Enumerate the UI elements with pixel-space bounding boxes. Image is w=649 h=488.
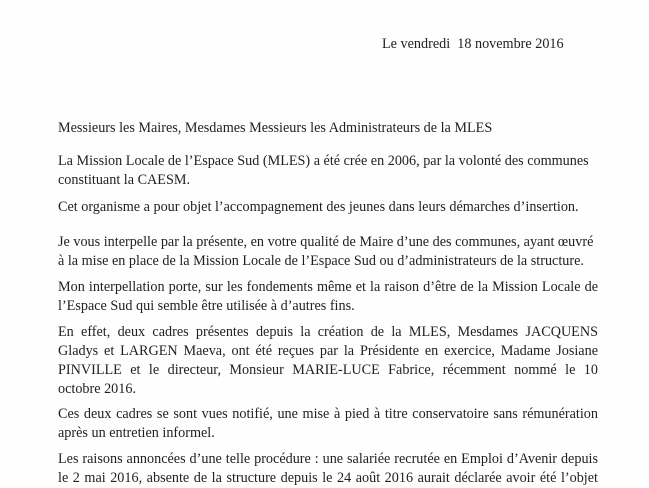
paragraph-suspension: Ces deux cadres se sont vues notifié, une mise à pied à titre conservatoire sans rémunération après un entretien informel. [58, 406, 598, 441]
paragraph-reasons: Les raisons annoncées d’une telle procédure : une salariée recrutée en Emploi d’Avenir depuis le 2 mai 2016, absente de la structure depuis le 24 août 2016 aurait déclarée avoir été l’objet [58, 451, 598, 486]
paragraph-facts: En effet, deux cadres présentes depuis la création de la MLES, Mesdames JACQUENS Gladys et LARGEN Maeva, ont été reçues par la Présidente en exercice, Madame Josiane PINVILLE et le directeur, Monsieur MARIE-LUCE Fabrice, récemment nommé le 10 octobre 2016. [58, 324, 598, 397]
letter-date: Le vendredi 18 novembre 2016 [382, 36, 564, 52]
paragraph-interpellation: Je vous interpelle par la présente, en votre qualité de Maire d’une des communes, ayant œuvré à la mise en place de la Mission Locale de l’Espace Sud ou d’administrateurs de la structure. [58, 234, 594, 269]
paragraph-foundations: Mon interpellation porte, sur les fondements même et la raison d’être de la Mission Locale de l’Espace Sud qui semble être utilisée à d’autres fins. [58, 279, 598, 314]
paragraph-founding: La Mission Locale de l’Espace Sud (MLES) a été crée en 2006, par la volonté des communes constituant la CAESM. [58, 153, 589, 188]
salutation: Messieurs les Maires, Mesdames Messieurs les Administrateurs de la MLES [58, 120, 493, 136]
paragraph-purpose: Cet organisme a pour objet l’accompagnement des jeunes dans leurs démarches d’insertion. [58, 199, 579, 215]
